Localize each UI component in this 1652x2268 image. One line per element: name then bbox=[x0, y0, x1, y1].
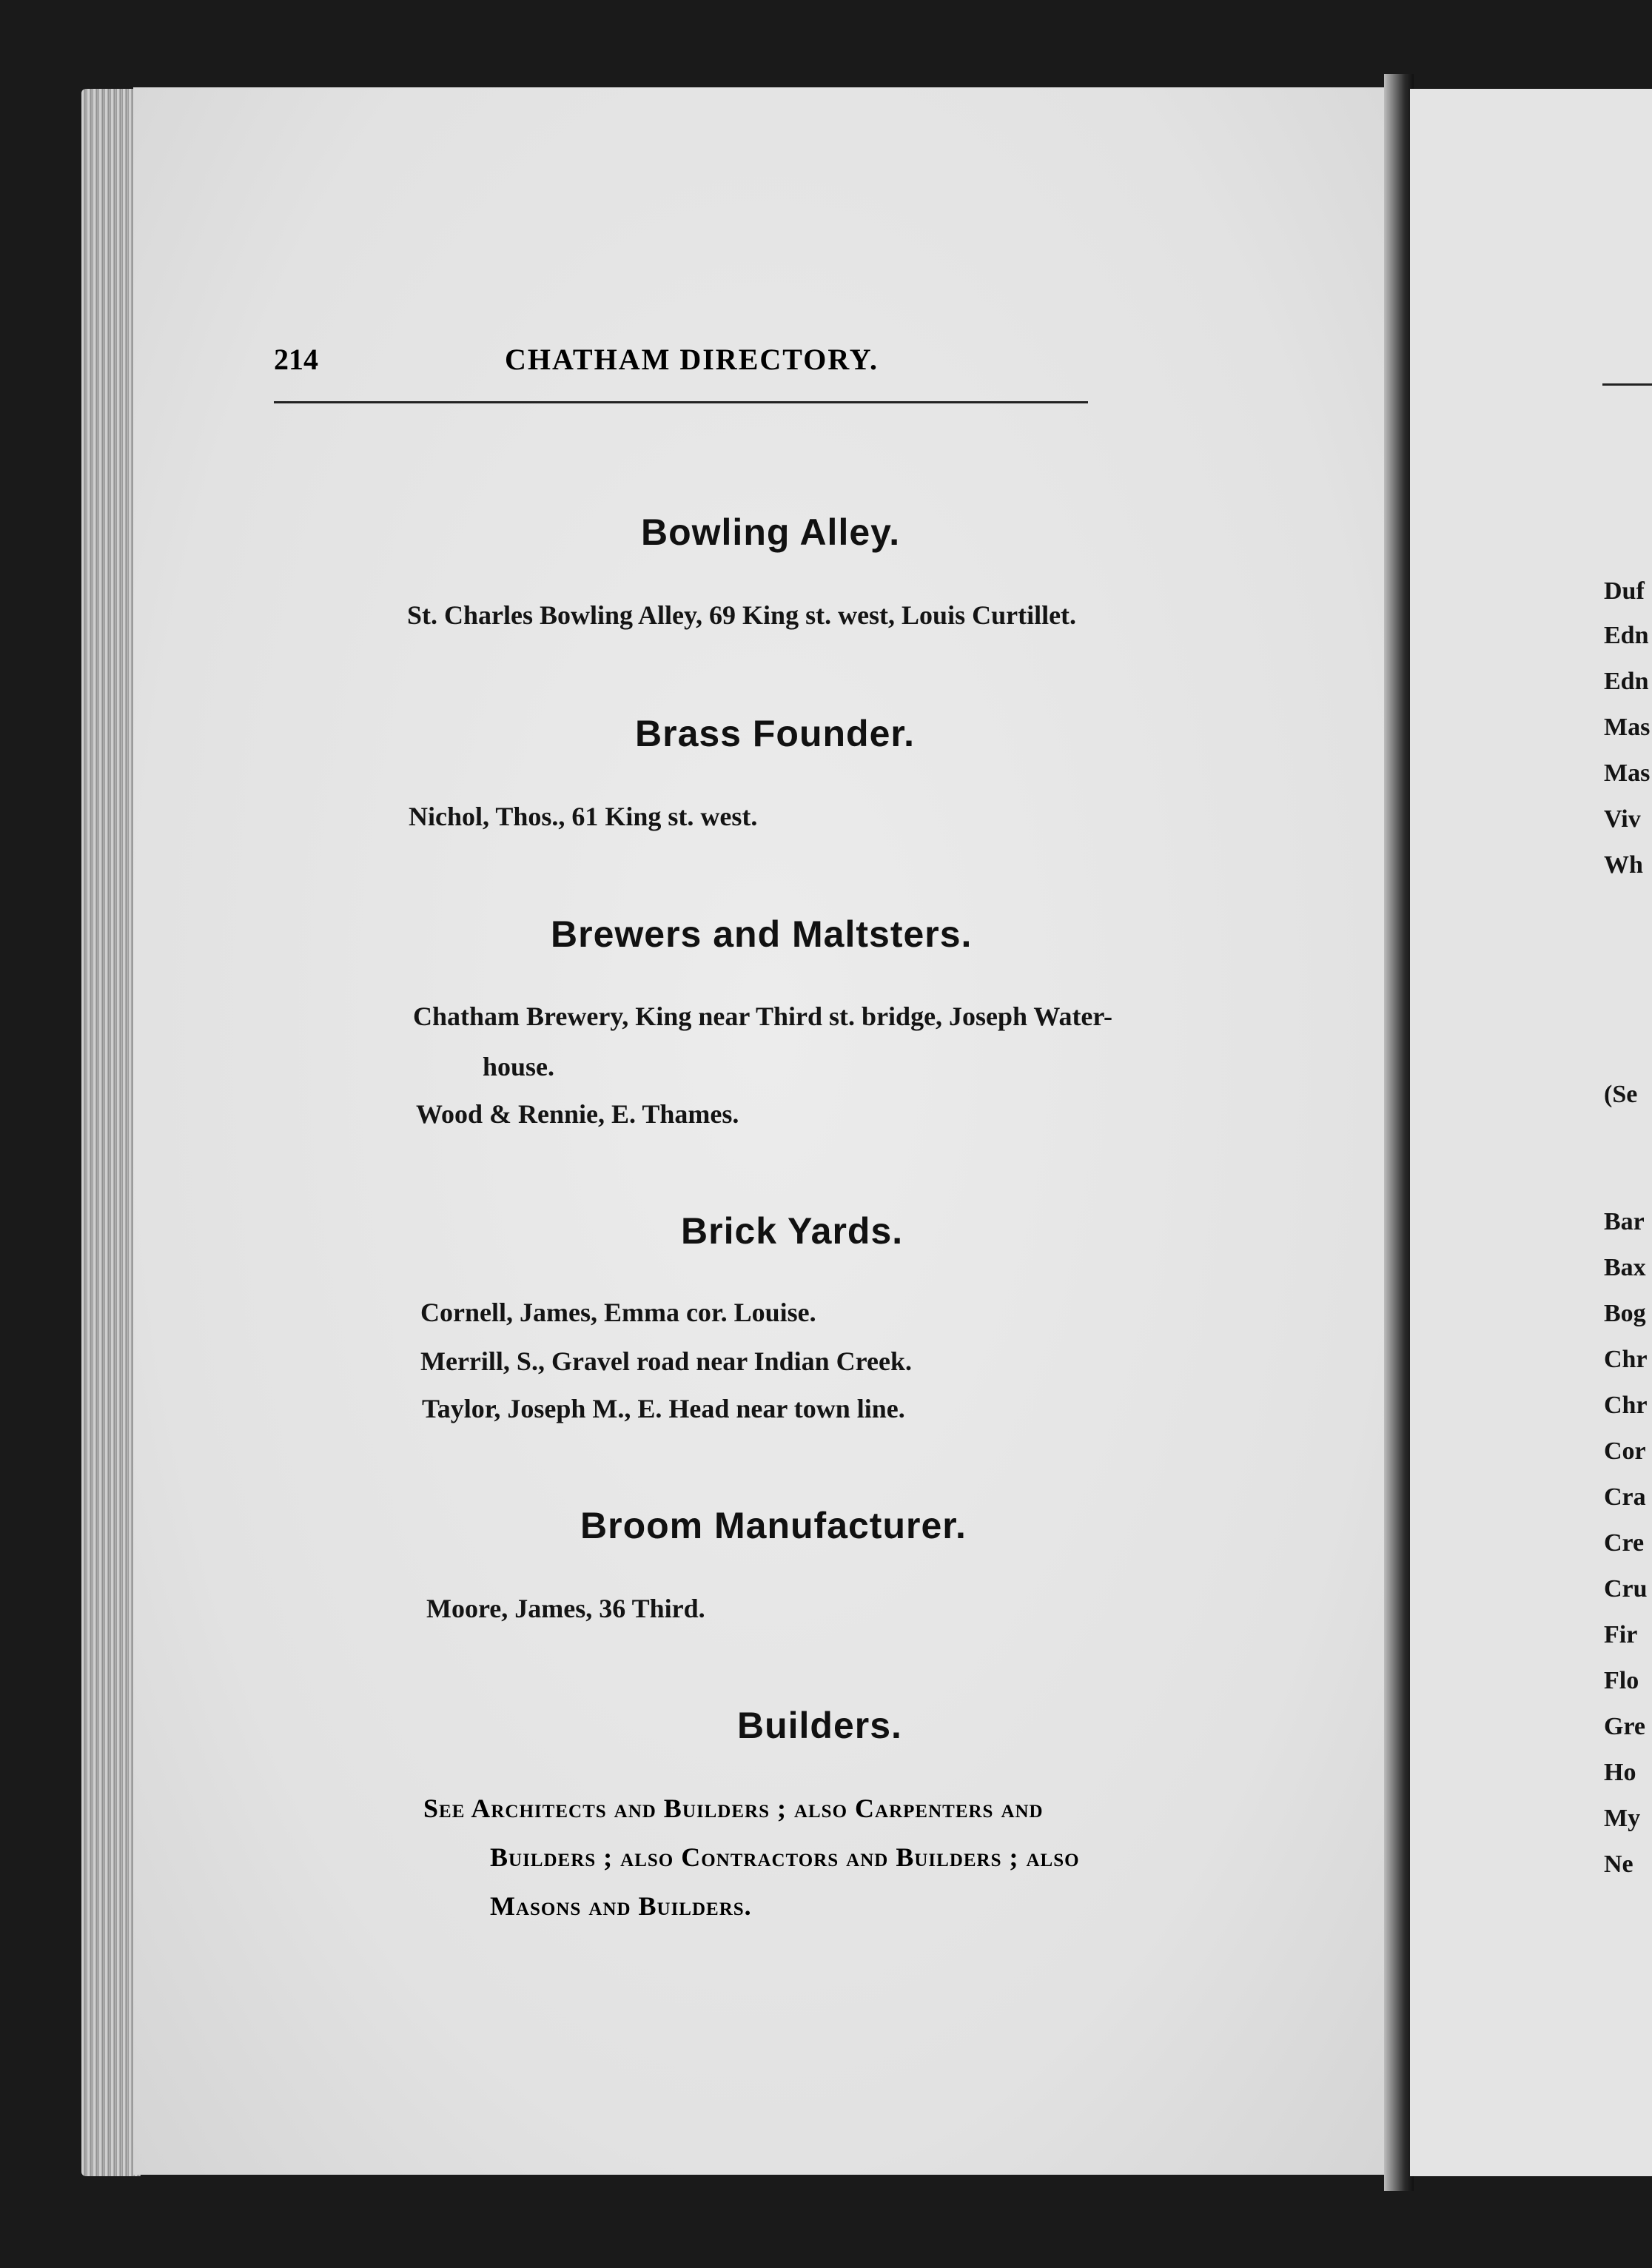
cross-reference: See Architects and Builders ; also Carpenters and bbox=[423, 1794, 1044, 1823]
right-page-fragment: Cre bbox=[1604, 1529, 1645, 1557]
right-page-fragment: Bax bbox=[1604, 1254, 1646, 1281]
right-page-fragment: Duf bbox=[1604, 577, 1645, 605]
right-page-fragment: Bar bbox=[1604, 1208, 1645, 1235]
section-heading-builders: Builders. bbox=[737, 1705, 902, 1746]
cross-reference: Masons and Builders. bbox=[490, 1891, 752, 1921]
right-page-fragment: Gre bbox=[1604, 1713, 1646, 1740]
right-page-fragment: Chr bbox=[1604, 1392, 1648, 1419]
directory-entry-continuation: house. bbox=[483, 1052, 555, 1081]
directory-entry: Moore, James, 36 Third. bbox=[426, 1594, 705, 1623]
book-page-edges bbox=[81, 89, 141, 2176]
running-head bbox=[274, 342, 1236, 386]
right-page-fragment: Cor bbox=[1604, 1437, 1646, 1465]
directory-entry: Chatham Brewery, King near Third st. bridge, Joseph Water- bbox=[413, 1002, 1113, 1031]
section-heading-bowling-alley: Bowling Alley. bbox=[641, 511, 901, 553]
right-page-fragment: Chr bbox=[1604, 1346, 1648, 1373]
right-page-fragment: My bbox=[1604, 1805, 1641, 1832]
right-page-fragment: Fir bbox=[1604, 1621, 1638, 1648]
right-page-fragment: Mas bbox=[1604, 714, 1651, 741]
right-page-fragment: Cra bbox=[1604, 1483, 1646, 1511]
section-heading-broom-manufacturer: Broom Manufacturer. bbox=[580, 1505, 967, 1546]
right-page-fragment: Ho bbox=[1604, 1759, 1636, 1786]
right-page-fragment: Edn bbox=[1604, 622, 1649, 649]
right-page-fragment: Edn bbox=[1604, 668, 1649, 695]
book-gutter bbox=[1384, 74, 1414, 2191]
right-page-rule bbox=[1602, 383, 1652, 386]
right-page-fragment: Flo bbox=[1604, 1667, 1639, 1694]
section-heading-brass-founder: Brass Founder. bbox=[635, 713, 915, 754]
page-number: 214 bbox=[274, 343, 318, 376]
section-heading-brick-yards: Brick Yards. bbox=[681, 1210, 904, 1252]
right-page-fragment: Mas bbox=[1604, 759, 1651, 787]
header-rule bbox=[274, 401, 1088, 403]
directory-entry: Wood & Rennie, E. Thames. bbox=[416, 1099, 739, 1129]
directory-entry: Taylor, Joseph M., E. Head near town line. bbox=[422, 1394, 905, 1423]
directory-entry: Cornell, James, Emma cor. Louise. bbox=[420, 1298, 816, 1327]
right-page-fragment: Bog bbox=[1604, 1300, 1646, 1327]
page-title: CHATHAM DIRECTORY. bbox=[505, 343, 879, 376]
right-page-fragment: Wh bbox=[1604, 851, 1643, 879]
directory-entry: St. Charles Bowling Alley, 69 King st. west, Louis Curtillet. bbox=[407, 600, 1077, 630]
right-page-fragment: Viv bbox=[1604, 805, 1641, 833]
directory-entry: Merrill, S., Gravel road near Indian Creek. bbox=[420, 1346, 912, 1376]
section-heading-brewers-maltsters: Brewers and Maltsters. bbox=[551, 913, 973, 955]
right-page-fragment: Ne bbox=[1604, 1851, 1633, 1878]
right-page-fragment: (Se bbox=[1604, 1081, 1638, 1108]
right-page-fragment: Cru bbox=[1604, 1575, 1648, 1603]
cross-reference: Builders ; also Contractors and Builders ; also bbox=[490, 1842, 1080, 1872]
directory-entry: Nichol, Thos., 61 King st. west. bbox=[409, 802, 758, 831]
